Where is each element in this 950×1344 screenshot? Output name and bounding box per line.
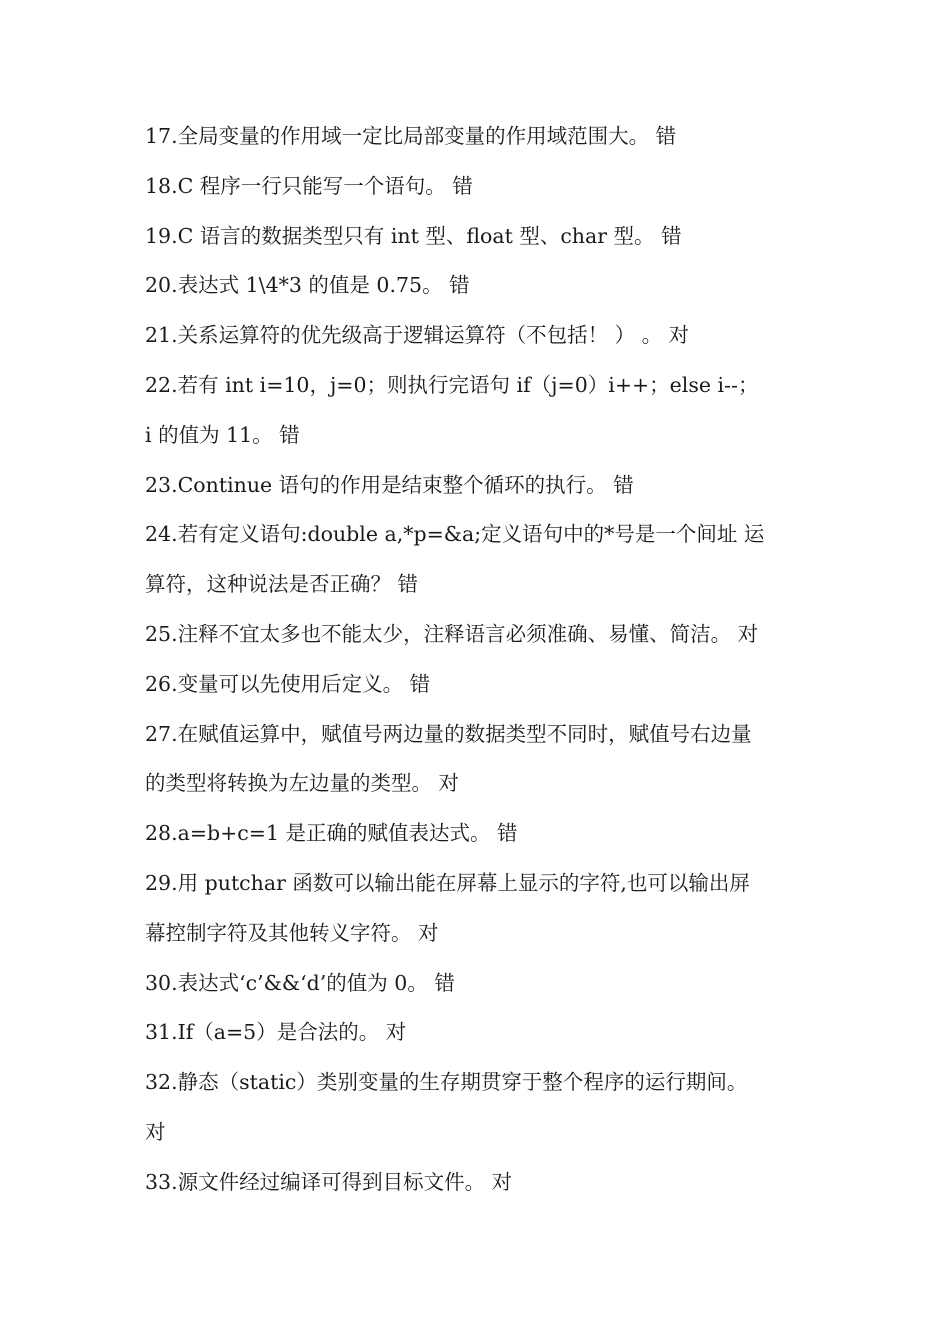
text-line-q31: 31.If（a=5）是合法的。 对 (145, 1020, 407, 1045)
text-line-q24-cont: 算符，这种说法是否正确？ 错 (145, 572, 419, 597)
text-line-q26: 26.变量可以先使用后定义。 错 (145, 671, 431, 696)
text-line-q28: 28.a=b+c=1 是正确的赋值表达式。 错 (145, 821, 518, 846)
text-line-q30: 30.表达式‘c’&&‘d’的值为 0。 错 (145, 970, 455, 995)
text-line-q21: 21.关系运算符的优先级高于逻辑运算符（不包括！ ） 。 对 (145, 323, 690, 348)
text-line-q27: 27.在赋值运算中，赋值号两边量的数据类型不同时，赋值号右边量 (145, 721, 752, 746)
text-line-q17: 17.全局变量的作用域一定比局部变量的作用域范围大。 错 (145, 124, 677, 148)
text-line-q22: 22.若有 int i=10，j=0；则执行完语句 if（j=0）i++；else i--； (145, 372, 759, 397)
text-line-q24: 24.若有定义语句:double a,*p=&a;定义语句中的*号是一个间址 运 (145, 522, 765, 547)
text-line-q23: 23.Continue 语句的作用是结束整个循环的执行。 错 (145, 472, 634, 497)
text-line-q18: 18.C 程序一行只能写一个语句。 错 (145, 173, 473, 198)
text-line-q22-cont: i 的值为 11。 错 (145, 422, 300, 447)
text-line-q20: 20.表达式 1\4*3 的值是 0.75。 错 (145, 273, 470, 298)
text-line-q19: 19.C 语言的数据类型只有 int 型、float 型、char 型。 错 (145, 223, 682, 248)
text-line-q29: 29.用 putchar 函数可以输出能在屏幕上显示的字符,也可以输出屏 (145, 870, 750, 895)
text-line-q25: 25.注释不宜太多也不能太少，注释语言必须准确、易懂、简洁。 对 (145, 621, 759, 646)
text-line-q29-cont: 幕控制字符及其他转义字符。 对 (145, 920, 439, 945)
text-line-q32-cont: 对 (145, 1119, 166, 1144)
text-line-q33: 33.源文件经过编译可得到目标文件。 对 (145, 1169, 513, 1194)
text-line-q32: 32.静态（static）类别变量的生存期贯穿于整个程序的运行期间。 (145, 1070, 748, 1095)
text-line-q27-cont: 的类型将转换为左边量的类型。 对 (145, 771, 460, 796)
question-list (145, 112, 815, 1208)
